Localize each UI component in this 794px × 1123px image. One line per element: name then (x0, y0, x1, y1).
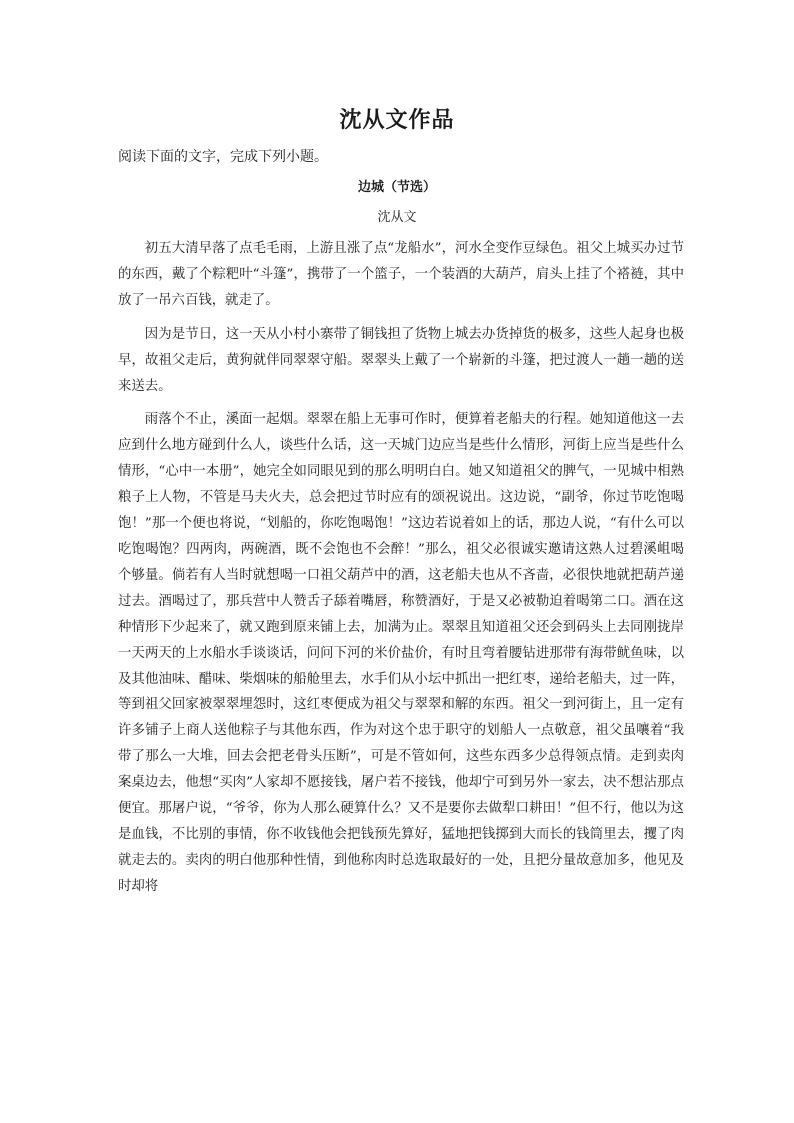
paragraph: 初五大清早落了点毛毛雨，上游且涨了点“龙船水”，河水全变作豆绿色。祖父上城买办过节的东西，戴了个粽粑叶“斗篷”，携带了一个篮子，一个装酒的大葫芦，肩头上挂了个褡裢，其中放了一吊六百钱，就走了。 (118, 241, 684, 308)
paragraph: 因为是节日，这一天从小村小寨带了铜钱担了货物上城去办货掉货的极多，这些人起身也极早，故祖父走后，黄狗就伴同翠翠守船。翠翠头上戴了一个崭新的斗篷，把过渡人一趟一趟的送来送去。 (118, 326, 684, 394)
article-title: 边城（节选） (357, 180, 436, 195)
instruction-text: 阅读下面的文字，完成下列小题。 (118, 149, 328, 165)
page-title: 沈从文作品 (339, 108, 455, 133)
article-body (118, 236, 684, 900)
article-author: 沈从文 (377, 210, 417, 225)
paragraph: 雨落个不止，溪面一起烟。翠翠在船上无事可作时，便算着老船夫的行程。她知道他这一去应到什么地方碰到什么人，谈些什么话，这一天城门边应当是些什么情形，河街上应当是些什么情形，“心中一本册”，她完全如同眼见到的那么明明白白。她又知道祖父的脾气，一见城中相熟粮子上人物，不管是马夫火夫，总会把过节时应有的颂祝说出。这边说，“副爷，你过节吃饱喝饱！”那一个便也将说，“划船的，你吃饱喝饱！”这边若说着如上的话，那边人说，“有什么可以吃饱喝饱？四两肉，两碗酒，既不会饱也不会醉！”那么，祖父必很诚实邀请这熟人过碧溪岨喝个够量。倘若有人当时就想喝一口祖父葫芦中的酒，这老船夫也从不吝啬，必很快地就把葫芦递过去。酒喝过了，那兵营中人赞舌子舔着嘴唇，称赞酒好，于是又必被勒迫着喝第二口。酒在这种情形下少起来了，就又跑到原来铺上去，加满为止。翠翠且知道祖父还会到码头上去同刚拢岸一天两天的上水船水手谈谈话，问问下河的米价盐价，有时且弯着腰钻进那带有海带鱿鱼味，以及其他油味、醋味、柴烟味的船舱里去，水手们从小坛中抓出一把红枣，递给老船夫，过一阵，等到祖父回家被翠翠埋怨时，这红枣便成为祖父与翠翠和解的东西。祖父一到河街上，且一定有许多铺子上商人送他粽子与其他东西，作为对这个忠于职守的划船人一点敬意，祖父虽嚷着“我带了那么一大堆，回去会把老骨头压断”，可是不管如何，这些东西多少总得领点情。走到卖肉案桌边去，他想“买肉”人家却不愿接钱，屠户若不接钱，他却宁可到另外一家去，决不想沾那点便宜。那屠户说，“爷爷，你为人那么硬算什么？又不是要你去做犁口耕田！”但不行，他以为这是血钱，不比别的事情，你不收钱他会把钱预先算好，猛地把钱掷到大而长的钱筒里去，攫了肉就走去的。卖肉的明白他那种性情，到他称肉时总选取最好的一处，且把分量故意加多，他见及时却将 (118, 412, 684, 894)
